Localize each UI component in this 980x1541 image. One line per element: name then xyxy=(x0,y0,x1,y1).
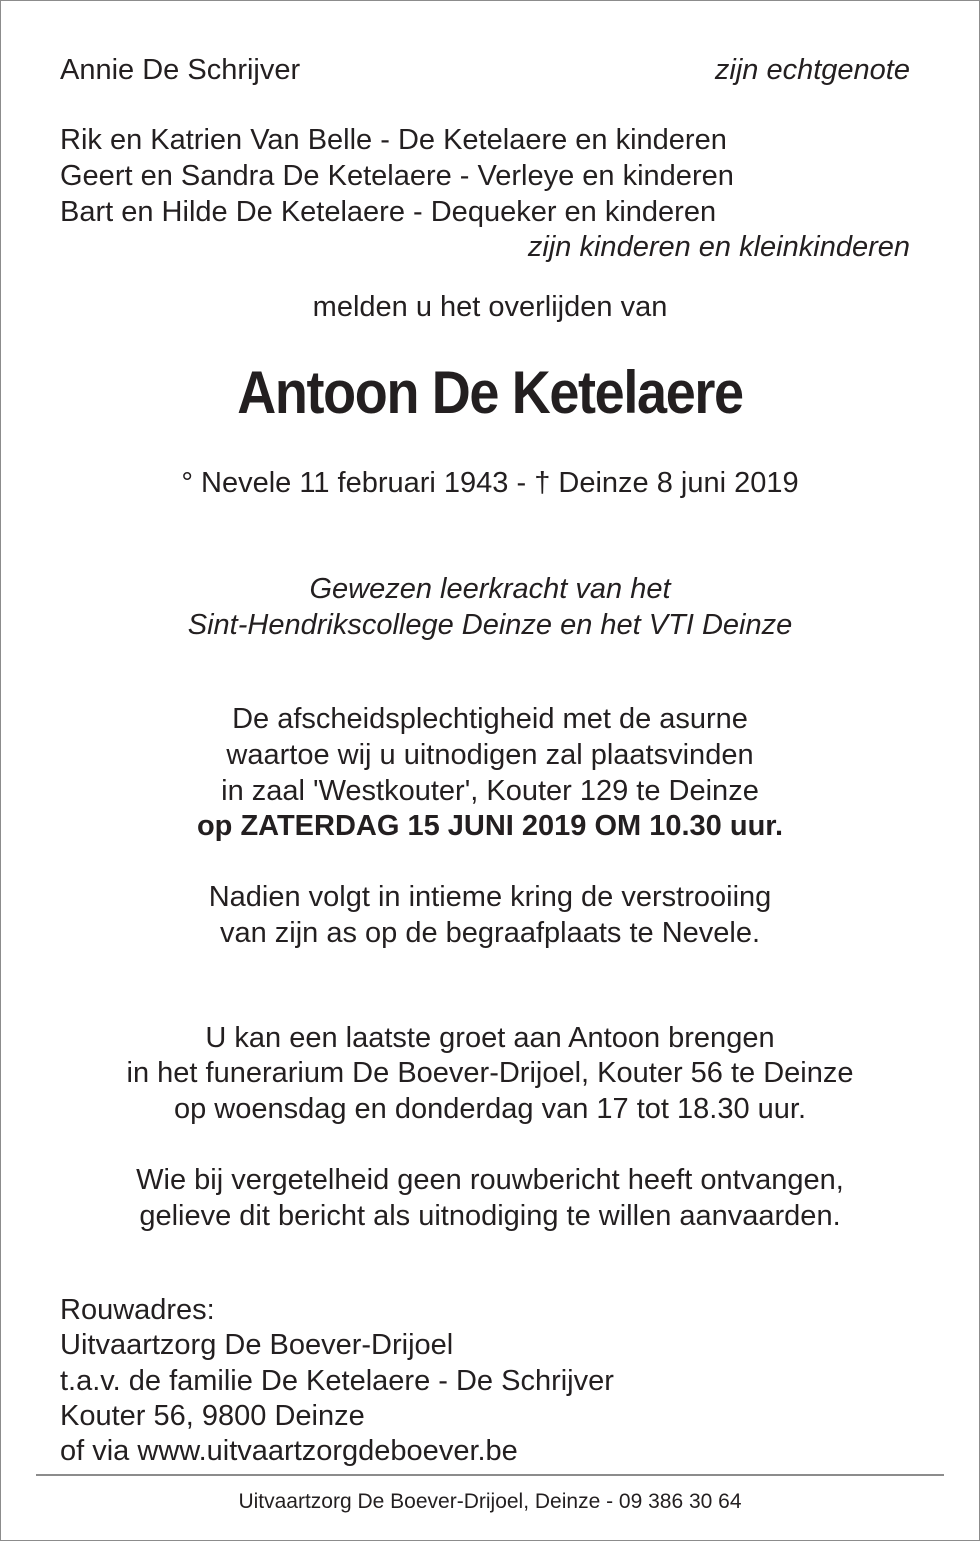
ceremony-line: waartoe wij u uitnodigen zal plaatsvinden xyxy=(226,739,754,771)
spouse-role: zijn echtgenote xyxy=(714,54,910,86)
visitation-line: op woensdag en donderdag van 17 tot 18.30 uur. xyxy=(173,1093,807,1125)
address-line: Uitvaartzorg De Boever-Drijoel xyxy=(60,1329,454,1361)
deceased-dates: ° Nevele 11 februari 1943 - † Deinze 8 juni 2019 xyxy=(181,467,799,499)
footer-divider xyxy=(36,1474,944,1476)
spouse-name: Annie De Schrijver xyxy=(60,54,301,86)
career-line: Gewezen leerkracht van het xyxy=(309,573,671,605)
scattering-line: Nadien volgt in intieme kring de verstrooiing xyxy=(208,881,772,913)
ceremony-datetime: op ZATERDAG 15 JUNI 2019 OM 10.30 uur. xyxy=(196,810,784,842)
child-line: Geert en Sandra De Ketelaere - Verleye en kinderen xyxy=(60,160,734,192)
address-line: t.a.v. de familie De Ketelaere - De Schrijver xyxy=(60,1365,614,1397)
deceased-name: Antoon De Ketelaere xyxy=(237,359,743,426)
address-label: Rouwadres: xyxy=(60,1294,215,1326)
visitation-line: in het funerarium De Boever-Drijoel, Kouter 56 te Deinze xyxy=(126,1057,854,1089)
announcement: melden u het overlijden van xyxy=(312,291,668,323)
child-line: Rik en Katrien Van Belle - De Ketelaere en kinderen xyxy=(60,124,727,156)
ceremony-line: De afscheidsplechtigheid met de asurne xyxy=(232,703,748,735)
visitation-line: U kan een laatste groet aan Antoon brengen xyxy=(205,1022,775,1054)
address-website-line: of via www.uitvaartzorgdeboever.be xyxy=(60,1435,518,1467)
child-line: Bart en Hilde De Ketelaere - Dequeker en kinderen xyxy=(60,196,717,228)
career-line: Sint-Hendrikscollege Deinze en het VTI Deinze xyxy=(187,609,793,641)
address-line: Kouter 56, 9800 Deinze xyxy=(60,1400,365,1432)
ceremony-line: in zaal 'Westkouter', Kouter 129 te Deinze xyxy=(221,775,759,807)
notice-line: Wie bij vergetelheid geen rouwbericht heeft ontvangen, xyxy=(136,1164,844,1196)
children-role: zijn kinderen en kleinkinderen xyxy=(527,231,910,263)
notice-line: gelieve dit bericht als uitnodiging te willen aanvaarden. xyxy=(139,1200,841,1232)
footer-contact: Uitvaartzorg De Boever-Drijoel, Deinze - 09 386 30 64 xyxy=(238,1490,742,1513)
scattering-line: van zijn as op de begraafplaats te Nevele. xyxy=(219,917,761,949)
